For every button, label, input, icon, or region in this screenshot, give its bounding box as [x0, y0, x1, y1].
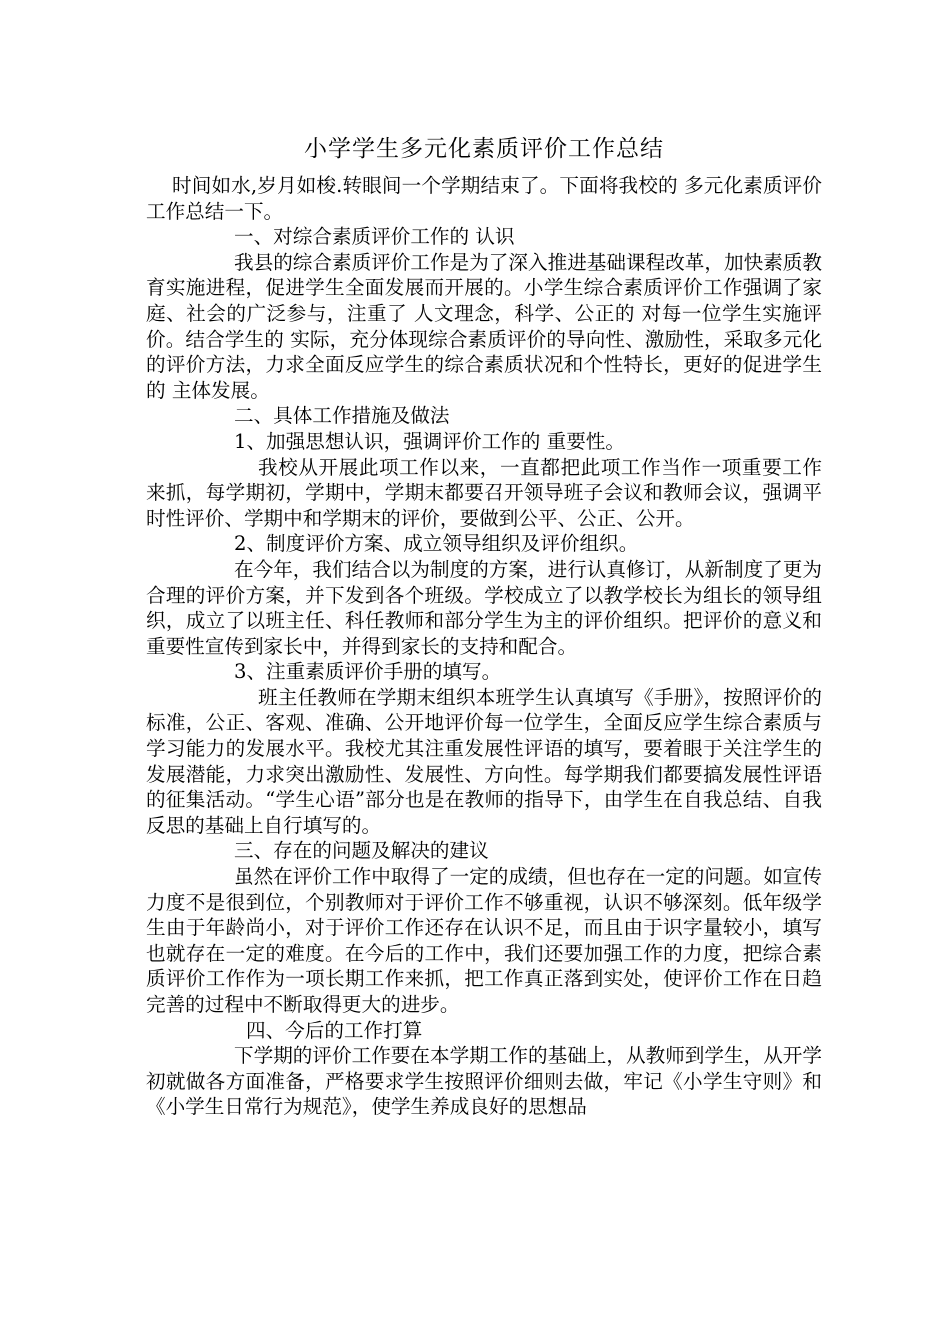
subsection-heading-2-1: 1、加强思想认识，强调评价工作的 重要性。: [234, 429, 625, 453]
subsection-2-3-paragraph: 班主任教师在学期末组织本班学生认真填写《手册》，按照评价的标准，公正、客观、准确、公开地评价每一位学生，全面反应学生综合素质与学习能力的发展水平。我校尤其注重发展性评语的填写，要着眼于关注学生的发展潜能，力求突出激励性、发展性、方向性。每学期我们都要搞发展性评语的征集活动。“学生心语”部分也是在教师的指导下，由学生在自我总结、自我反思的基础上自行填写的。: [146, 685, 822, 837]
subsection-heading-2-2: 2、制度评价方案、成立领导组织及评价组织。: [234, 532, 639, 556]
section-4-paragraph: 下学期的评价工作要在本学期工作的基础上，从教师到学生，从开学初就做各方面准备，严格要求学生按照评价细则去做，牢记《小学生守则》和《小学生日常行为规范》，使学生养成良好的思想品: [146, 1044, 822, 1119]
section-3-paragraph: 虽然在评价工作中取得了一定的成绩，但也存在一定的问题。如宣传力度不是很到位，个别教师对于评价工作不够重视，认识不够深刻。低年级学生由于年龄尚小，对于评价工作还存在认识不足，而且由于识字量较小，填写也就存在一定的难度。在今后的工作中，我们还要加强工作的力度，把综合素质评价工作作为一项长期工作来抓，把工作真正落到实处，使评价工作在日趋完善的过程中不断取得更大的进步。: [146, 865, 822, 1016]
subsection-2-2-paragraph: 在今年，我们结合以为制度的方案，进行认真修订，从新制度了更为合理的评价方案，并下发到各个班级。学校成立了以教学校长为组长的领导组织，成立了以班主任、科任教师和部分学生为主的评价组织。把评价的意义和重要性宣传到家长中，并得到家长的支持和配合。: [146, 557, 822, 658]
intro-paragraph: 时间如水,岁月如梭.转眼间一个学期结束了。下面将我校的 多元化素质评价工作总结一下。: [146, 174, 822, 223]
section-heading-2: 二、具体工作措施及做法: [234, 404, 450, 428]
subsection-2-1-paragraph: 我校从开展此项工作以来，一直都把此项工作当作一项重要工作来抓，每学期初，学期中，学期末都要召开领导班子会议和教师会议，强调平时性评价、学期中和学期末的评价，要做到公平、公正、公开。: [146, 455, 822, 530]
section-1-paragraph: 我县的综合素质评价工作是为了深入推进基础课程改革，加快素质教育实施进程，促进学生全面发展而开展的。小学生综合素质评价工作强调了家庭、社会的广泛参与，注重了 人文理念，科学、公正的 对每一位学生实施评价。结合学生的 实际，充分体现综合素质评价的导向性、激励性，采取多元化的评价方法，力求全面反应学生的综合素质状况和个性特长，更好的促进学生的 主体发展。: [146, 250, 822, 402]
section-heading-1: 一、对综合素质评价工作的 认识: [234, 225, 515, 249]
section-heading-3: 三、存在的问题及解决的建议: [234, 839, 489, 863]
subsection-heading-2-3: 3、注重素质评价手册的填写。: [234, 660, 502, 684]
section-heading-4: 四、今后的工作打算: [246, 1018, 423, 1042]
document-title: 小学学生多元化素质评价工作总结: [304, 136, 664, 162]
document-page: [146, 131, 822, 1120]
